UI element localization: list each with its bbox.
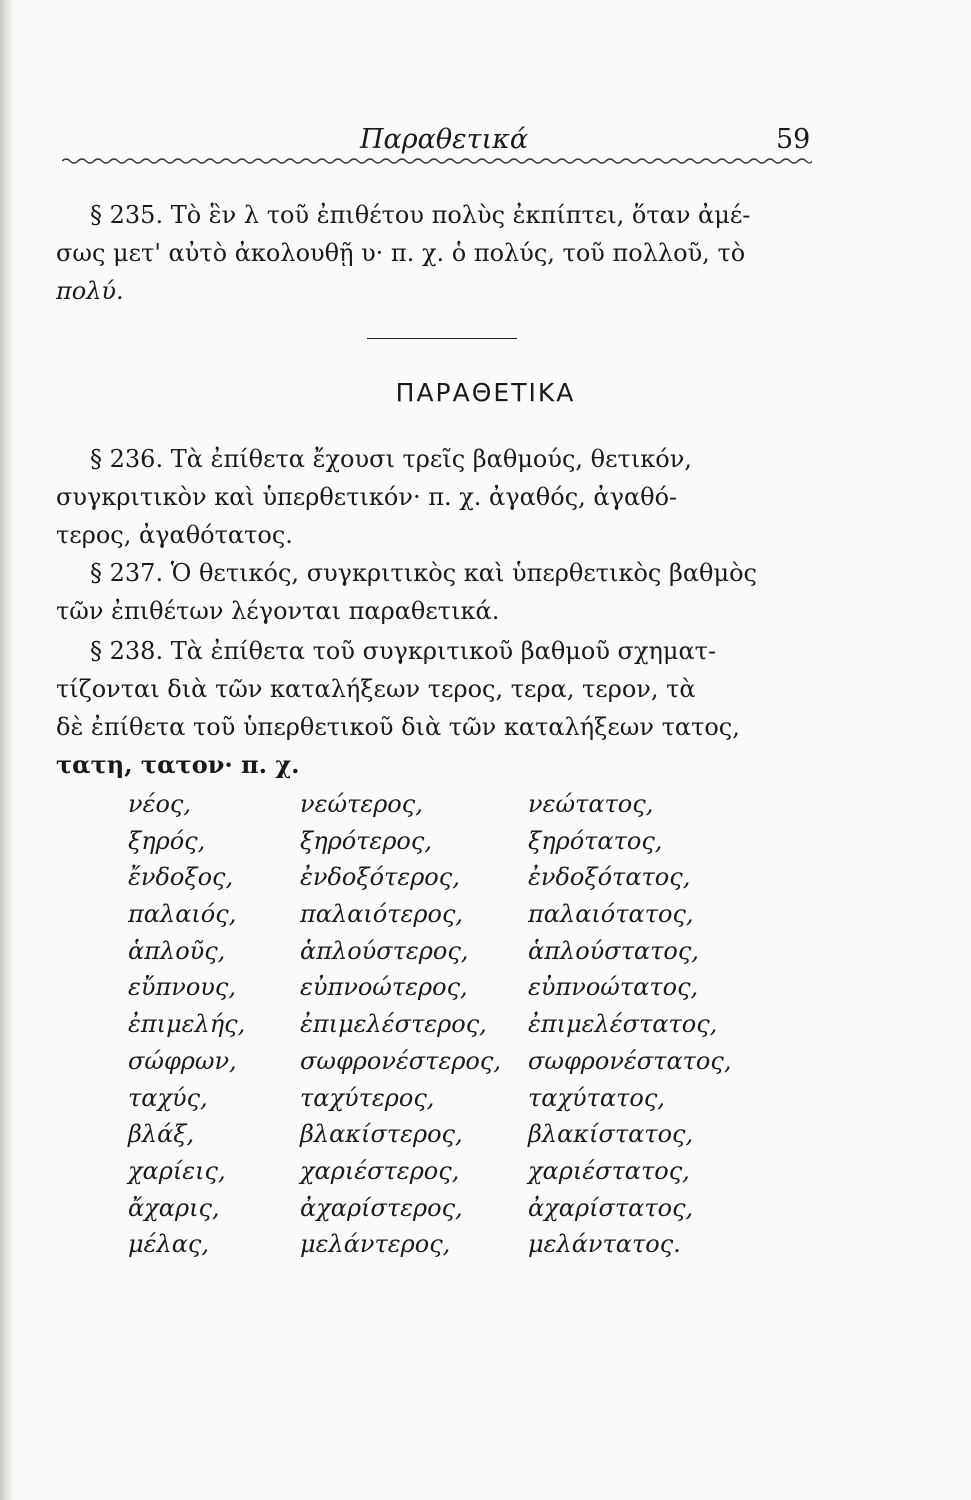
superlative-form: παλαιότατος,	[528, 900, 694, 929]
comparative-form: νεώτερος,	[300, 790, 423, 818]
superlative-form: ἀχαρίστατος,	[528, 1193, 694, 1222]
positive-form: χαρίεις,	[128, 1156, 226, 1185]
section-236-line-1: § 236. Τὰ ἐπίθετα ἔχουσι τρεῖς βαθμούς, θετικόν,	[90, 445, 692, 473]
positive-form: βλάξ,	[128, 1120, 195, 1149]
superlative-form: εὐπνοώτατος,	[528, 973, 699, 1002]
table-row	[128, 1047, 828, 1084]
positive-form: σώφρων,	[128, 1046, 237, 1075]
positive-form: εὔπνους,	[128, 973, 236, 1002]
table-row	[128, 1010, 828, 1047]
section-235	[56, 196, 816, 310]
section-236	[56, 440, 816, 554]
table-row	[128, 827, 828, 864]
positive-form: μέλας,	[128, 1230, 209, 1259]
table-row	[128, 1157, 828, 1194]
comparative-form: μελάντερος,	[300, 1230, 451, 1259]
table-row	[128, 1084, 828, 1121]
comparative-form: ἐπιμελέστερος,	[300, 1010, 487, 1039]
table-row	[128, 937, 828, 974]
positive-form: ἐπιμελής,	[128, 1010, 246, 1039]
table-row	[128, 973, 828, 1010]
table-row	[128, 1120, 828, 1157]
positive-form: ἔνδοξος,	[128, 863, 234, 892]
table-row	[128, 1230, 828, 1267]
table-row	[128, 1194, 828, 1231]
positive-form: νέος,	[128, 790, 191, 818]
positive-form: ξηρός,	[128, 826, 206, 855]
section-237-mark: § 237.	[90, 559, 164, 587]
section-237	[56, 554, 816, 630]
superlative-form: χαριέστατος,	[528, 1156, 690, 1185]
superlative-form: ταχύτατος,	[528, 1083, 665, 1112]
superlative-form: ἐπιμελέστατος,	[528, 1010, 718, 1039]
section-238-mark: § 238.	[90, 637, 164, 665]
comparative-form: ἁπλούστερος,	[300, 936, 469, 965]
comparative-form: ταχύτερος,	[300, 1083, 435, 1112]
page-gutter-shadow	[0, 0, 14, 1500]
superlative-form: ξηρότατος,	[528, 826, 663, 855]
comparative-form: εὐπνοώτερος,	[300, 973, 468, 1002]
section-237-line-1: § 237. Ὁ θετικός, συγκριτικὸς καὶ ὑπερθετικὸς βαθμὸς	[90, 559, 757, 587]
comparative-form: ἀχαρίστερος,	[300, 1193, 463, 1222]
section-235-line-2: σως μετ' αὐτὸ ἀκολουθῇ υ· π. χ. ὁ πολύς, τοῦ πολλοῦ, τὸ	[56, 239, 746, 267]
superlative-form: ἁπλούστατος,	[528, 936, 699, 965]
section-238-line-1: § 238. Τὰ ἐπίθετα τοῦ συγκριτικοῦ βαθμοῦ σχηματ-	[90, 637, 717, 665]
comparative-form: σωφρονέστερος,	[300, 1046, 501, 1075]
comparative-form: παλαιότερος,	[300, 900, 464, 929]
positive-form: ἁπλοῦς,	[128, 936, 226, 965]
chapter-heading: ΠΑΡΑΘΕΤΙΚΑ	[395, 378, 576, 407]
positive-form: ταχύς,	[128, 1083, 208, 1112]
table-row	[128, 863, 828, 900]
superlative-form: βλακίστατος,	[528, 1120, 694, 1149]
comparative-form: βλακίστερος,	[300, 1120, 463, 1149]
positive-form: παλαιός,	[128, 900, 237, 929]
section-237-line-2: τῶν ἐπιθέτων λέγονται παραθετικά.	[56, 597, 500, 625]
section-238-line-2: τίζονται διὰ τῶν καταλήξεων τερος, τερα, τερον, τὰ	[56, 675, 696, 703]
section-divider	[367, 338, 517, 339]
comparative-form: ἐνδοξότερος,	[300, 863, 460, 892]
comparative-form: χαριέστερος,	[300, 1156, 460, 1185]
section-235-mark: § 235.	[90, 201, 164, 229]
section-238	[56, 632, 816, 784]
section-236-mark: § 236.	[90, 445, 164, 473]
comparison-table	[128, 790, 828, 1267]
table-row	[128, 790, 828, 827]
superlative-form: σωφρονέστατος,	[528, 1046, 732, 1075]
section-235-line-1: § 235. Τὸ ἓν λ τοῦ ἐπιθέτου πολὺς ἐκπίπτει, ὅταν ἀμέ-	[90, 201, 751, 229]
wavy-header-rule	[62, 156, 812, 166]
section-238-line-4: τατη, τατον· π. χ.	[56, 750, 300, 779]
section-238-line-3: δὲ ἐπίθετα τοῦ ὑπερθετικοῦ διὰ τῶν καταλήξεων τατος,	[56, 713, 740, 741]
page-number: 59	[776, 124, 811, 155]
table-row	[128, 900, 828, 937]
running-title: Παραθετικά	[360, 124, 529, 155]
superlative-form: μελάντατος.	[528, 1230, 681, 1259]
superlative-form: ἐνδοξότατος,	[528, 863, 691, 892]
section-236-line-2: συγκριτικὸν καὶ ὑπερθετικόν· π. χ. ἀγαθός, ἀγαθό-	[56, 483, 678, 511]
section-235-line-3: πολύ.	[56, 277, 124, 305]
superlative-form: νεώτατος,	[528, 790, 654, 818]
comparative-form: ξηρότερος,	[300, 826, 432, 855]
section-236-line-3: τερος, ἀγαθότατος.	[56, 521, 293, 549]
positive-form: ἄχαρις,	[128, 1193, 220, 1222]
